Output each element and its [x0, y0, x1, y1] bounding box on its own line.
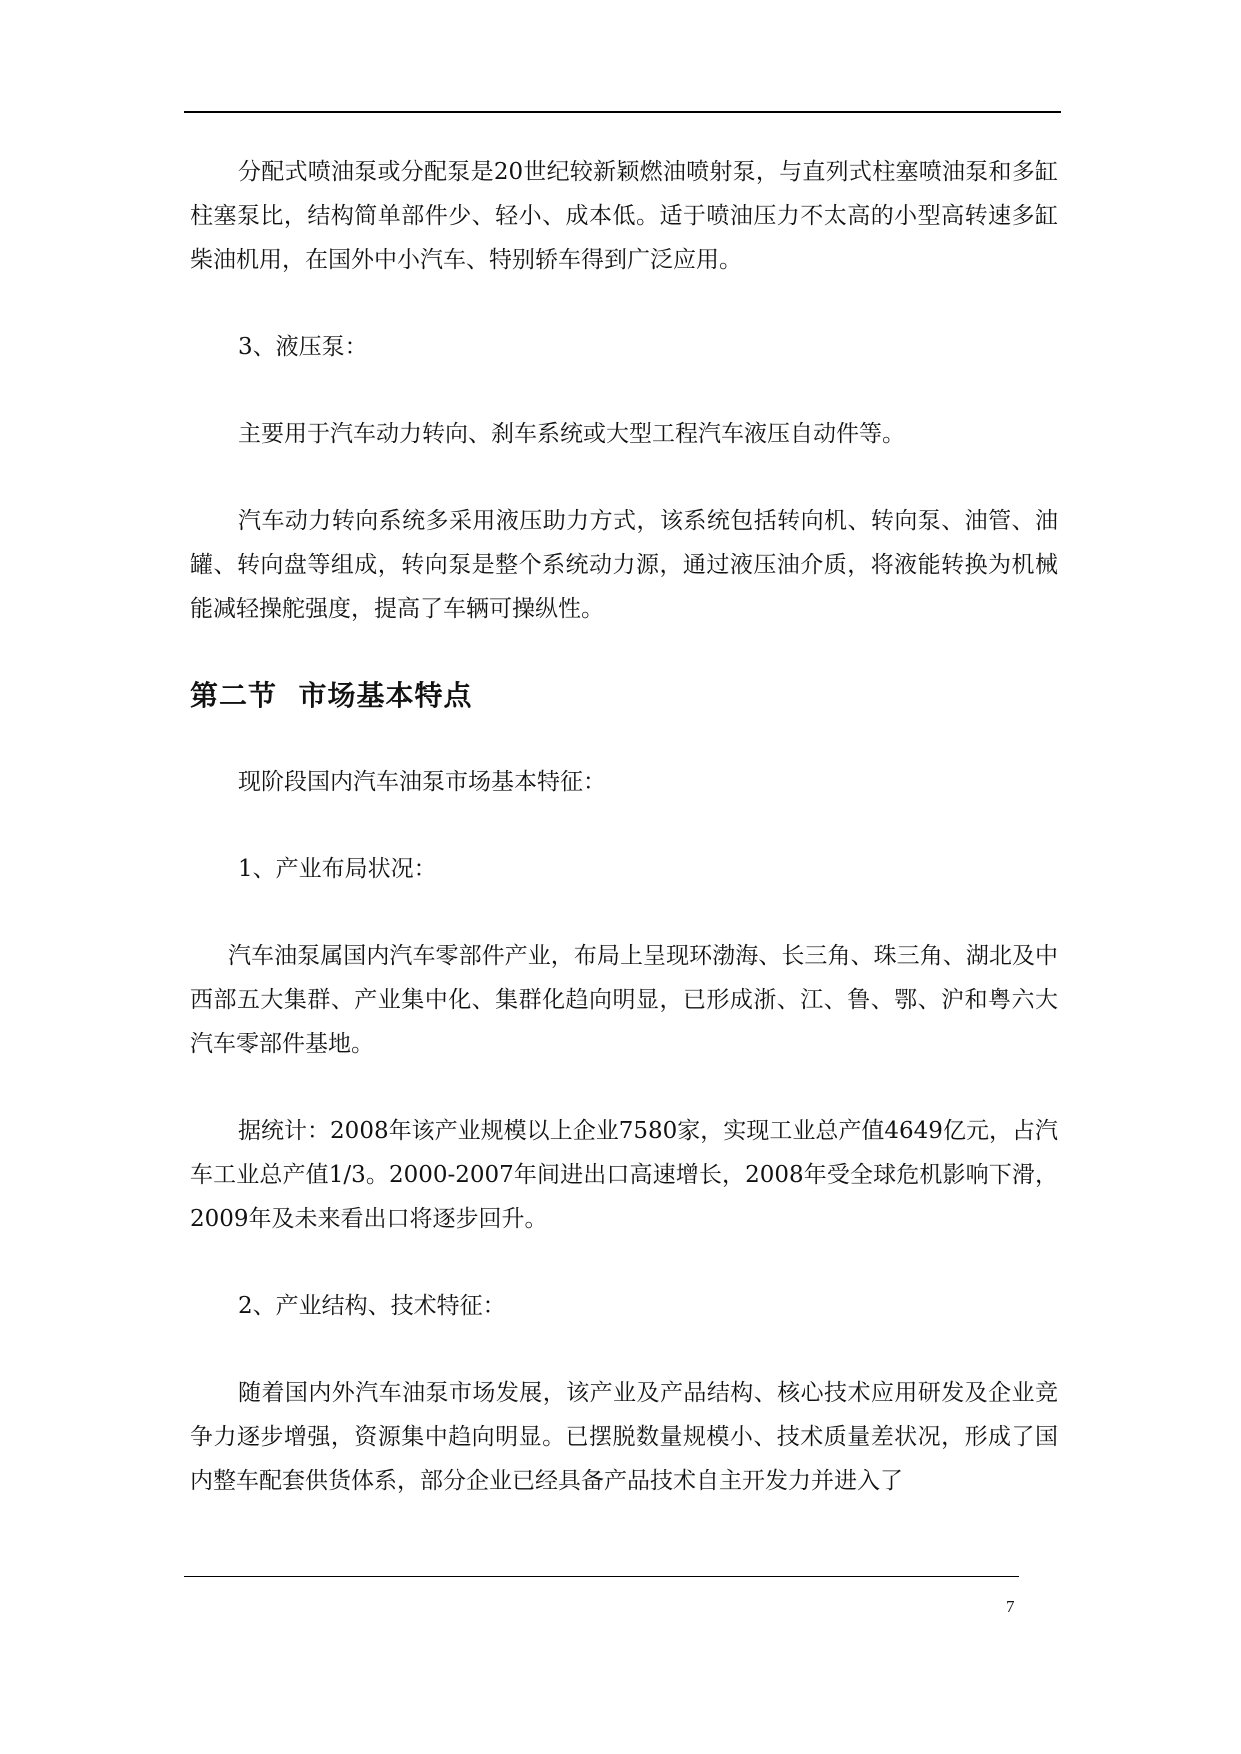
footer-rule: [184, 1576, 1019, 1577]
paragraph-industry-layout: 汽车油泵属国内汽车零部件产业，布局上呈现环渤海、长三角、珠三角、湖北及中西部五大集群、产业集中化、集群化趋向明显，已形成浙、江、鲁、鄂、沪和粤六大汽车零部件基地。: [190, 943, 1058, 1057]
paragraph-market-features: 现阶段国内汽车油泵市场基本特征：: [238, 769, 606, 795]
paragraph-distribution-pump: 分配式喷油泵或分配泵是20世纪较新颖燃油喷射泵，与直列式柱塞喷油泵和多缸柱塞泵比，结构简单部件少、轻小、成本低。适于喷油压力不太高的小型高转速多缸柴油机用，在国外中小汽车、特别轿车得到广泛应用。: [190, 159, 1058, 273]
paragraph-industry-structure: 随着国内外汽车油泵市场发展，该产业及产品结构、核心技术应用研发及企业竞争力逐步增强，资源集中趋向明显。已摆脱数量规模小、技术质量差状况，形成了国内整车配套供货体系，部分企业已经具备产品技术自主开发力并进入了: [190, 1380, 1058, 1494]
header-rule: [184, 111, 1061, 113]
section-heading: 第二节 市场基本特点: [190, 679, 473, 712]
item-hydraulic-pump: 3、液压泵：: [238, 334, 368, 360]
paragraph-power-steering: 汽车动力转向系统多采用液压助力方式，该系统包括转向机、转向泵、油管、油罐、转向盘等组成，转向泵是整个系统动力源，通过液压油介质，将液能转换为机械能减轻操舵强度，提高了车辆可操纵性。: [190, 508, 1058, 622]
item-industry-structure: 2、产业结构、技术特征：: [238, 1293, 506, 1319]
document-body: [190, 150, 1058, 1503]
page-number: 7: [1006, 1597, 1015, 1616]
item-industry-layout: 1、产业布局状况：: [238, 856, 437, 882]
paragraph-hydraulic-usage: 主要用于汽车动力转向、刹车系统或大型工程汽车液压自动件等。: [238, 421, 905, 447]
paragraph-statistics: 据统计：2008年该产业规模以上企业7580家，实现工业总产值4649亿元，占汽车工业总产值1/3。2000-2007年间进出口高速增长，2008年受全球危机影响下滑，2009年及未来看出口将逐步回升。: [190, 1118, 1058, 1232]
